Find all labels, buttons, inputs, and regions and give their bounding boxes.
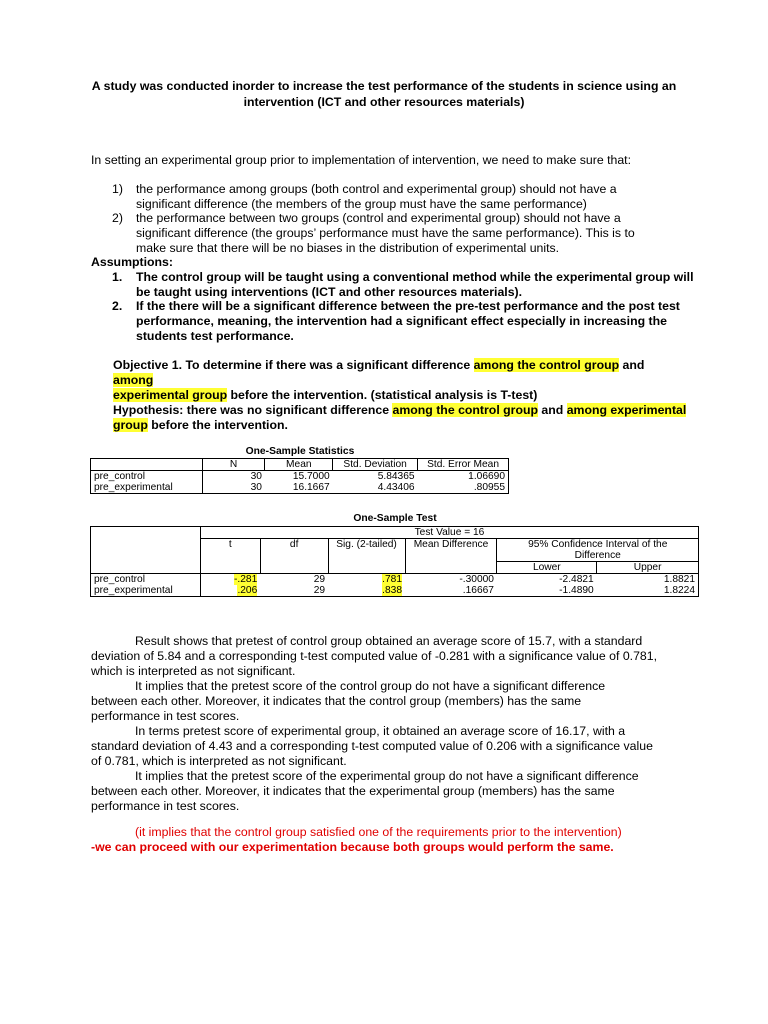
table-cell: 30 <box>202 471 265 483</box>
table-header-cell: df <box>260 539 328 574</box>
row-label: pre_experimental <box>91 585 201 597</box>
row-label: pre_experimental <box>91 482 203 494</box>
table-cell <box>328 574 405 586</box>
result-line: In terms pretest score of experimental group, it obtained an average score of 16.17, with a <box>135 724 626 738</box>
table-header-cell: Std. Deviation <box>333 459 418 471</box>
list-line: significant difference (the members of the group must have the same performance) <box>136 197 587 211</box>
objective-paragraph <box>113 358 688 403</box>
assumption-line: be taught using interventions (ICT and other resources materials). <box>136 285 523 299</box>
highlight-group: group <box>113 418 148 432</box>
table-cell: 15.7000 <box>292 471 330 482</box>
table-header-cell <box>91 527 201 574</box>
list-line: the performance between two groups (control and experimental group) should not have a <box>136 211 621 225</box>
assumption-item <box>136 299 680 344</box>
highlight-among-experimental: among experimental <box>566 403 687 417</box>
ci-header: 95% Confidence Interval of the Difference <box>497 539 699 562</box>
table-cell: 4.43406 <box>333 482 418 494</box>
list-line: make sure that there will be no biases in the distribution of experimental units. <box>136 241 560 255</box>
assumption-line: The control group will be taught using a conventional method while the experimental group will <box>136 270 694 284</box>
table-cell: -.30000 <box>459 574 494 585</box>
highlight-control-group: among the control group <box>473 358 620 372</box>
table-row <box>91 574 699 586</box>
result-line: standard deviation of 4.43 and a corresponding t-test computed value of 0.206 with a significance value <box>91 739 653 753</box>
table-header-row <box>91 527 699 539</box>
table-header-cell: Mean <box>265 459 333 471</box>
table-row <box>91 585 699 597</box>
list-line: significant difference (the groups’ performance must have the same performance). This is to <box>136 226 635 240</box>
table-cell: .16667 <box>405 585 497 597</box>
result-line: between each other. Moreover, it indicates that the experimental group (members) has the same <box>91 784 615 798</box>
list-line: the performance among groups (both control and experimental group) should not have a <box>136 182 617 196</box>
result-line: performance in test scores. <box>91 709 240 723</box>
table-cell: -2.4821 <box>559 574 594 585</box>
assumption-line: performance, meaning, the intervention had a significant effect especially in increasing the <box>136 314 667 328</box>
hypothesis-text: and <box>538 403 567 417</box>
highlight-control-group: among the control group <box>392 403 538 417</box>
table-header-cell: N <box>202 459 265 471</box>
row-label: pre_control <box>91 574 201 586</box>
objective-text: before the intervention. (statistical analysis is T-test) <box>227 388 538 402</box>
assumption-line: If the there will be a significant difference between the pre-test performance and the post test <box>136 299 680 313</box>
list-number: 1) <box>112 182 123 196</box>
assumption-number: 2. <box>112 299 123 313</box>
result-line: which is interpreted as not significant. <box>91 664 296 678</box>
highlighted-value: .838 <box>382 585 402 596</box>
result-line: deviation of 5.84 and a corresponding t-test computed value of -0.281 with a significance value of 0.781, <box>91 649 658 663</box>
result-line: performance in test scores. <box>91 799 240 813</box>
result-line: between each other. Moreover, it indicates that the control group (members) has the same <box>91 694 582 708</box>
result-line: It implies that the pretest score of the control group do not have a significant difference <box>135 679 606 693</box>
objective-text: Objective 1. To determine if there was a significant difference <box>113 358 474 372</box>
highlighted-value: .206 <box>237 585 258 596</box>
document-title <box>80 78 688 110</box>
table-row <box>91 471 509 483</box>
table-cell: 16.1667 <box>265 482 333 494</box>
table-cell: .80955 <box>418 482 509 494</box>
row-label: pre_control <box>91 471 203 483</box>
one-sample-statistics-table <box>90 458 509 494</box>
conclusion-line: (it implies that the control group satisfied one of the requirements prior to the intervention) <box>135 825 622 839</box>
table2-caption: One-Sample Test <box>353 513 437 524</box>
hypothesis-text: before the intervention. <box>147 418 288 432</box>
table-cell: 30 <box>202 482 265 494</box>
assumption-item <box>136 270 694 300</box>
table-header-cell: Sig. (2-tailed) <box>328 539 405 574</box>
table-header-cell: Upper <box>597 562 699 574</box>
table-header-cell <box>91 459 203 471</box>
highlight-among: among <box>113 373 154 387</box>
objective-text: and <box>619 358 645 372</box>
one-sample-test-table <box>90 526 699 597</box>
table-cell: 29 <box>313 574 326 585</box>
list-item <box>136 211 635 256</box>
table-header-cell: t <box>200 539 260 574</box>
table-cell <box>328 585 405 597</box>
table-cell: 1.8224 <box>597 585 699 597</box>
conclusion-paragraph <box>91 825 691 855</box>
highlight-experimental-group: experimental group <box>113 388 228 402</box>
highlighted-value: .781 <box>382 574 402 585</box>
table-cell: -1.4890 <box>497 585 597 597</box>
table-row <box>91 482 509 494</box>
table-cell: 5.84365 <box>377 471 415 482</box>
test-value-header: Test Value = 16 <box>200 527 698 539</box>
result-line: It implies that the pretest score of the experimental group do not have a significant difference <box>135 769 639 783</box>
list-item <box>136 182 617 212</box>
hypothesis-text: Hypothesis: there was no significant difference <box>113 403 393 417</box>
table-header-cell: Std. Error Mean <box>418 459 509 471</box>
table-cell: 1.8821 <box>597 574 699 586</box>
table1-caption: One-Sample Statistics <box>245 446 355 457</box>
result-line: Result shows that pretest of control group obtained an average score of 15.7, with a standard <box>135 634 643 648</box>
title-line-2: intervention (ICT and other resources materials) <box>243 95 525 109</box>
highlighted-value: -.281 <box>234 574 258 585</box>
assumptions-heading: Assumptions: <box>91 255 173 269</box>
assumption-number: 1. <box>112 270 123 284</box>
table-header-cell: Mean Difference <box>405 539 497 574</box>
table-header-row <box>91 459 509 471</box>
table-cell <box>200 585 260 597</box>
assumption-line: students test performance. <box>136 329 294 343</box>
table-cell <box>200 574 260 586</box>
table-cell: 29 <box>260 585 328 597</box>
result-paragraph <box>91 634 691 814</box>
list-number: 2) <box>112 211 123 225</box>
intro-paragraph: In setting an experimental group prior to implementation of intervention, we need to make sure that: <box>91 153 632 167</box>
table-header-cell: Lower <box>497 562 597 574</box>
hypothesis-paragraph <box>113 403 688 433</box>
conclusion-line: -we can proceed with our experimentation because both groups would perform the same. <box>91 840 614 854</box>
table-cell: 1.06690 <box>418 471 509 483</box>
title-line-1: A study was conducted inorder to increase the test performance of the students in science using an <box>91 79 677 93</box>
result-line: of 0.781, which is interpreted as not significant. <box>91 754 347 768</box>
